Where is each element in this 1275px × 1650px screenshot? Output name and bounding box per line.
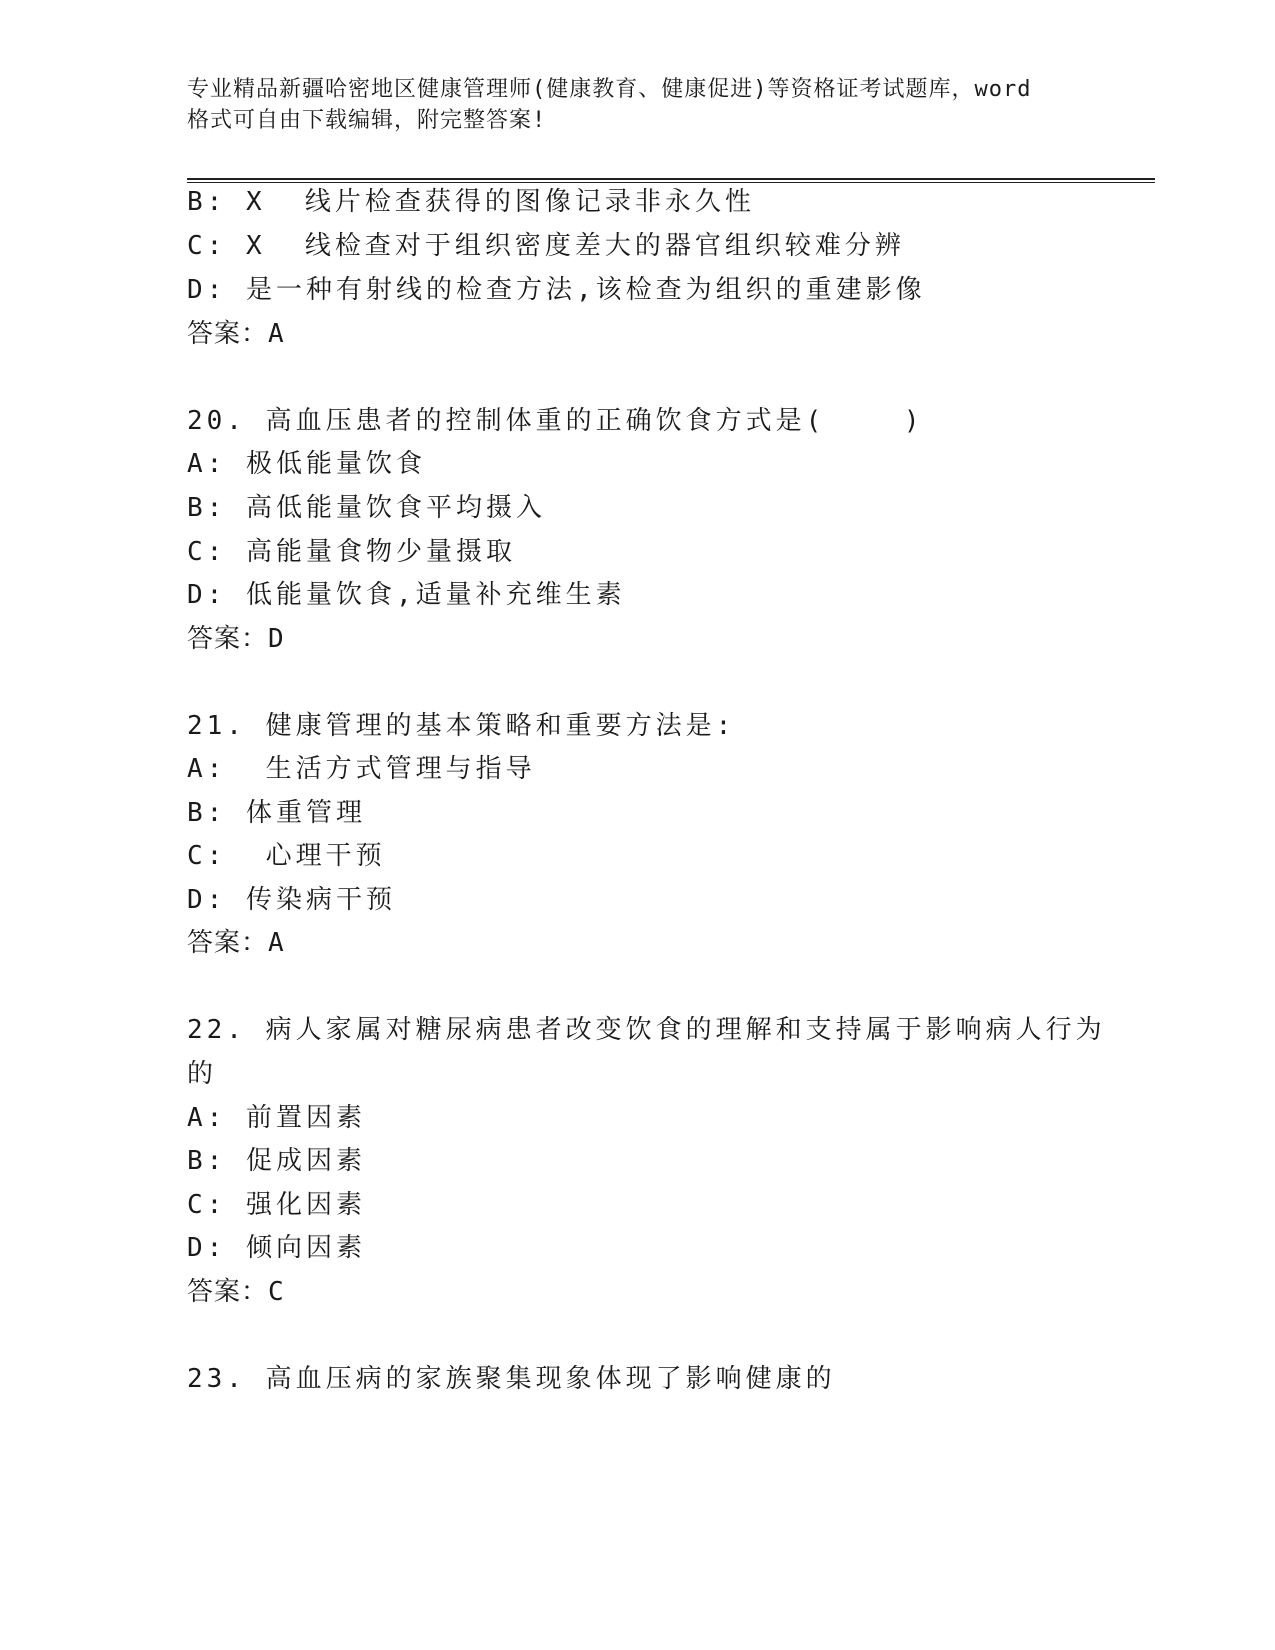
q20-option-c: C: 高能量食物少量摄取 bbox=[187, 537, 516, 567]
header-divider-thin bbox=[187, 182, 1155, 183]
q22-stem-line-2: 的 bbox=[187, 1059, 218, 1089]
header-divider-thick bbox=[187, 178, 1155, 180]
q21-option-c: C: 心理干预 bbox=[187, 841, 386, 871]
q21-option-d: D: 传染病干预 bbox=[187, 885, 396, 915]
header-line-1: 专业精品新疆哈密地区健康管理师(健康教育、健康促进)等资格证考试题库，word bbox=[187, 77, 1032, 102]
q22-option-d: D: 倾向因素 bbox=[187, 1233, 366, 1263]
q22-answer: 答案：C bbox=[187, 1277, 285, 1307]
q22-stem-line-1: 22. 病人家属对糖尿病患者改变饮食的理解和支持属于影响病人行为 bbox=[187, 1015, 1106, 1045]
q20-option-b: B: 高低能量饮食平均摄入 bbox=[187, 493, 546, 523]
q20-stem: 20. 高血压患者的控制体重的正确饮食方式是( ) bbox=[187, 406, 924, 436]
q21-stem: 21. 健康管理的基本策略和重要方法是: bbox=[187, 711, 736, 741]
q19-answer: 答案：A bbox=[187, 319, 285, 349]
document-header bbox=[187, 74, 1087, 136]
q22-option-a: A: 前置因素 bbox=[187, 1103, 366, 1133]
q19-option-b: B: X 线片检查获得的图像记录非永久性 bbox=[187, 187, 755, 217]
q20-option-d: D: 低能量饮食,适量补充维生素 bbox=[187, 580, 626, 610]
q19-option-c: C: X 线检查对于组织密度差大的器官组织较难分辨 bbox=[187, 231, 905, 261]
q22-option-b: B: 促成因素 bbox=[187, 1146, 366, 1176]
q23-stem: 23. 高血压病的家族聚集现象体现了影响健康的 bbox=[187, 1364, 836, 1394]
q21-option-b: B: 体重管理 bbox=[187, 798, 366, 828]
q20-answer: 答案：D bbox=[187, 624, 285, 654]
q21-option-a: A: 生活方式管理与指导 bbox=[187, 754, 536, 784]
q19-option-d: D: 是一种有射线的检查方法,该检查为组织的重建影像 bbox=[187, 275, 926, 305]
q20-option-a: A: 极低能量饮食 bbox=[187, 449, 426, 479]
q21-answer: 答案：A bbox=[187, 928, 285, 958]
q22-option-c: C: 强化因素 bbox=[187, 1190, 366, 1220]
header-line-2: 格式可自由下载编辑，附完整答案! bbox=[187, 108, 547, 133]
